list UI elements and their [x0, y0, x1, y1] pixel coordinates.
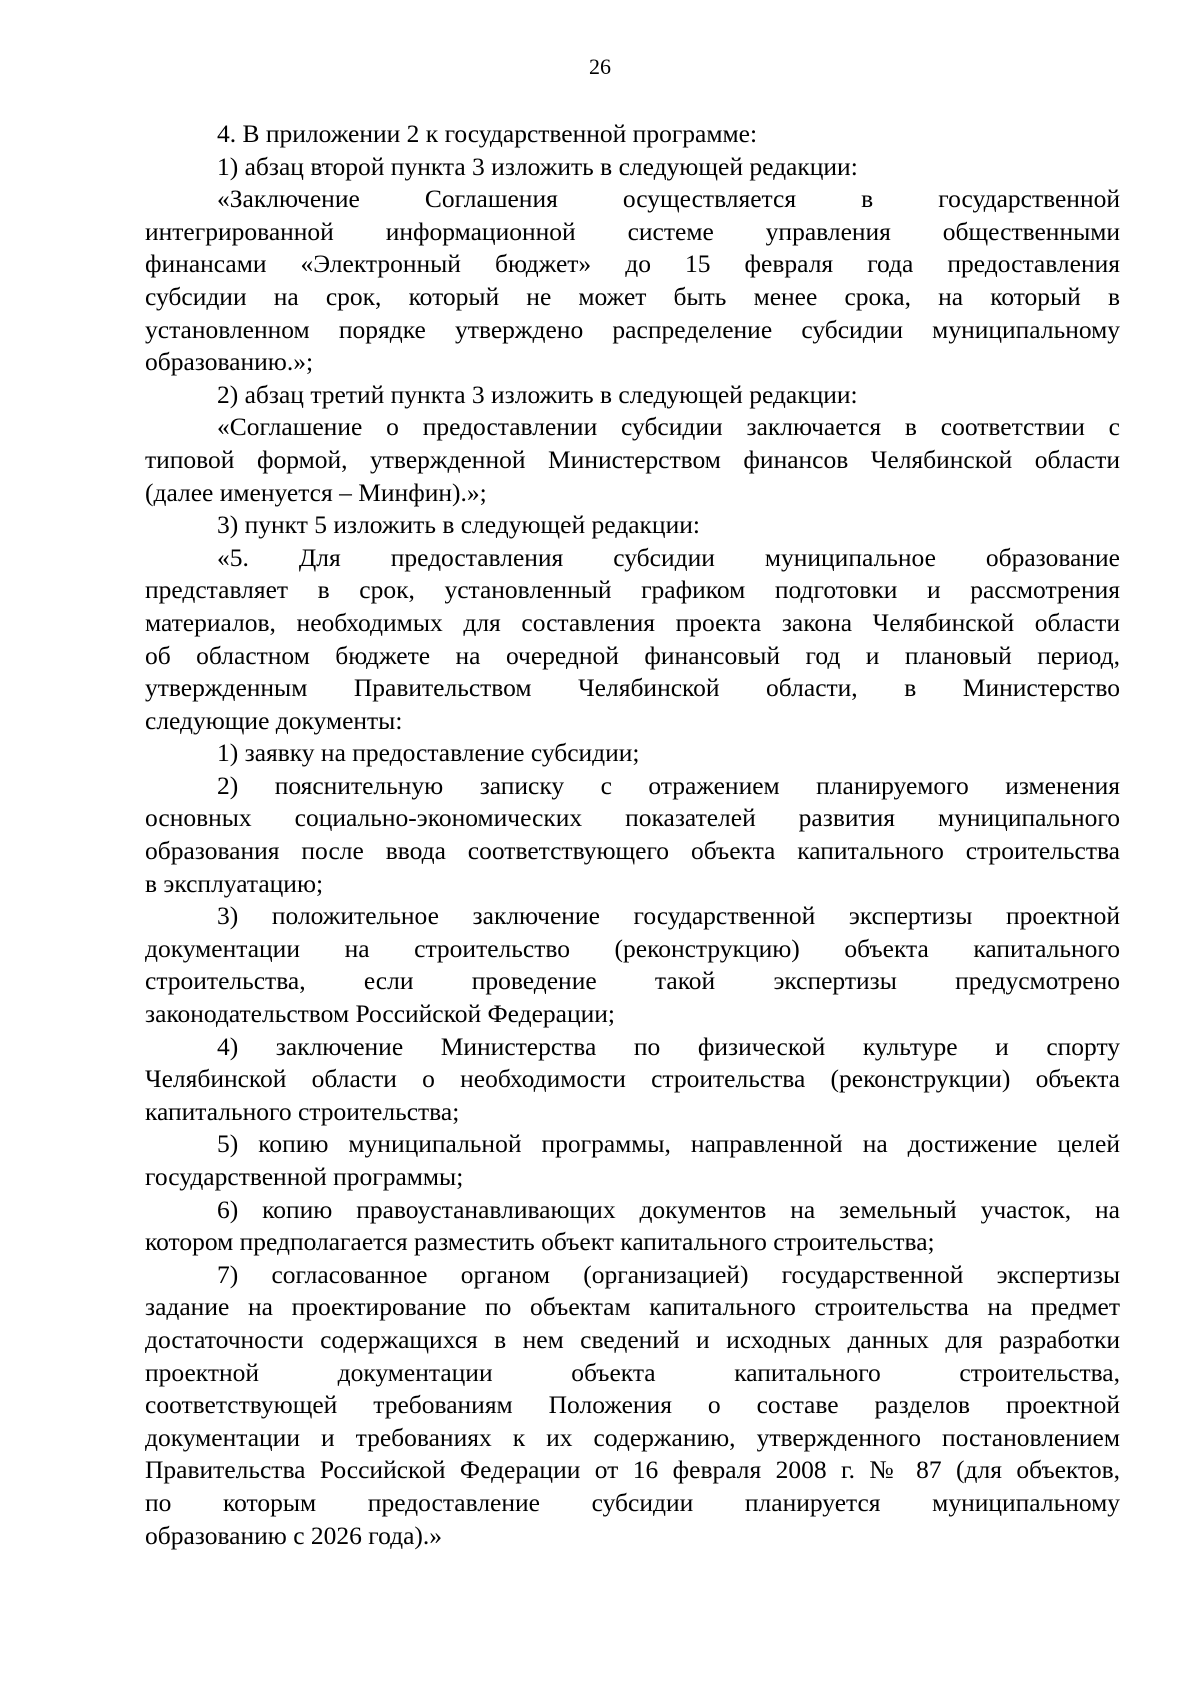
paragraph	[145, 1031, 1120, 1129]
text-line: достаточности содержащихся в нем сведений и исходных данных для разработки	[145, 1324, 1120, 1354]
text-line: 2) пояснительную записку с отражением планируемого изменения	[217, 770, 1120, 800]
paragraph	[145, 1259, 1120, 1552]
text-line: 1) заявку на предоставление субсидии;	[217, 738, 640, 768]
text-line: установленном порядке утверждено распределение субсидии муниципальному	[145, 314, 1120, 344]
text-line: 2) абзац третий пункта 3 изложить в следующей редакции:	[217, 379, 858, 409]
text-line: задание на проектирование по объектам капитального строительства на предмет	[145, 1292, 1120, 1322]
text-line: «Заключение Соглашения осуществляется в государственной	[217, 184, 1120, 214]
paragraph	[145, 411, 1120, 509]
text-line: документации и требованиях к их содержанию, утвержденного постановлением	[145, 1422, 1120, 1452]
paragraph	[145, 737, 1120, 770]
text-line: строительства, если проведение такой экспертизы предусмотрено	[145, 966, 1120, 996]
text-line: типовой формой, утвержденной Министерством финансов Челябинской области	[145, 444, 1120, 474]
text-line: 5) копию муниципальной программы, направленной на достижение целей	[217, 1129, 1120, 1159]
paragraph	[145, 1128, 1120, 1193]
text-line: «Соглашение о предоставлении субсидии заключается в соответствии с	[217, 412, 1120, 442]
text-line: государственной программы;	[145, 1162, 464, 1191]
text-line: проектной документации объекта капитального строительства,	[145, 1357, 1120, 1387]
text-line: образования после ввода соответствующего объекта капитального строительства	[145, 836, 1120, 866]
text-line: интегрированной информационной системе управления общественными	[145, 216, 1120, 246]
text-line: субсидии на срок, который не может быть менее срока, на который в	[145, 281, 1120, 311]
text-line: Челябинской области о необходимости строительства (реконструкции) объекта	[145, 1064, 1120, 1094]
text-line: (далее именуется – Минфин).»;	[145, 477, 487, 507]
text-line: 4) заключение Министерства по физической культуре и спорту	[217, 1031, 1120, 1061]
text-line: утвержденным Правительством Челябинской области, в Министерство	[145, 673, 1120, 703]
paragraph	[145, 542, 1120, 738]
text-line: представляет в срок, установленный графиком подготовки и рассмотрения	[145, 575, 1120, 605]
text-line: в эксплуатацию;	[145, 868, 324, 898]
text-line: материалов, необходимых для составления проекта закона Челябинской области	[145, 607, 1120, 637]
text-line: 3) пункт 5 изложить в следующей редакции:	[217, 510, 700, 540]
paragraph	[145, 151, 1120, 184]
text-line: «5. Для предоставления субсидии муниципальное образование	[217, 542, 1120, 572]
text-line: основных социально-экономических показателей развития муниципального	[145, 803, 1120, 833]
document-body	[145, 118, 1120, 1552]
paragraph	[145, 379, 1120, 412]
text-line: 1) абзац второй пункта 3 изложить в следующей редакции:	[217, 151, 858, 181]
paragraph	[145, 770, 1120, 900]
text-line: 7) согласованное органом (организацией) государственной экспертизы	[217, 1259, 1120, 1289]
paragraph	[145, 118, 1120, 151]
text-line: следующие документы:	[145, 705, 403, 735]
paragraph	[145, 183, 1120, 379]
page-number: 26	[589, 54, 611, 79]
text-line: законодательством Российской Федерации;	[145, 999, 616, 1029]
paragraph	[145, 900, 1120, 1030]
text-line: финансами «Электронный бюджет» до 15 февраля года предоставления	[145, 249, 1120, 279]
paragraph	[145, 1194, 1120, 1259]
text-line: 6) копию правоустанавливающих документов на земельный участок, на	[217, 1194, 1120, 1224]
text-line: 4. В приложении 2 к государственной программе:	[217, 119, 758, 148]
text-line: образованию с 2026 года).»	[145, 1520, 443, 1550]
text-line: образованию.»;	[145, 347, 314, 377]
text-line: капитального строительства;	[145, 1096, 460, 1126]
paragraph	[145, 509, 1120, 542]
text-line: котором предполагается разместить объект капитального строительства;	[145, 1227, 935, 1257]
text-line: по которым предоставление субсидии планируется муниципальному	[145, 1487, 1120, 1517]
text-line: соответствующей требованиям Положения о составе разделов проектной	[145, 1390, 1120, 1420]
text-line: документации на строительство (реконструкцию) объекта капитального	[145, 933, 1120, 963]
text-line: об областном бюджете на очередной финансовый год и плановый период,	[145, 640, 1120, 670]
text-line: 3) положительное заключение государственной экспертизы проектной	[217, 901, 1120, 931]
text-line: Правительства Российской Федерации от 16 февраля 2008 г. № 87 (для объектов,	[145, 1455, 1120, 1485]
